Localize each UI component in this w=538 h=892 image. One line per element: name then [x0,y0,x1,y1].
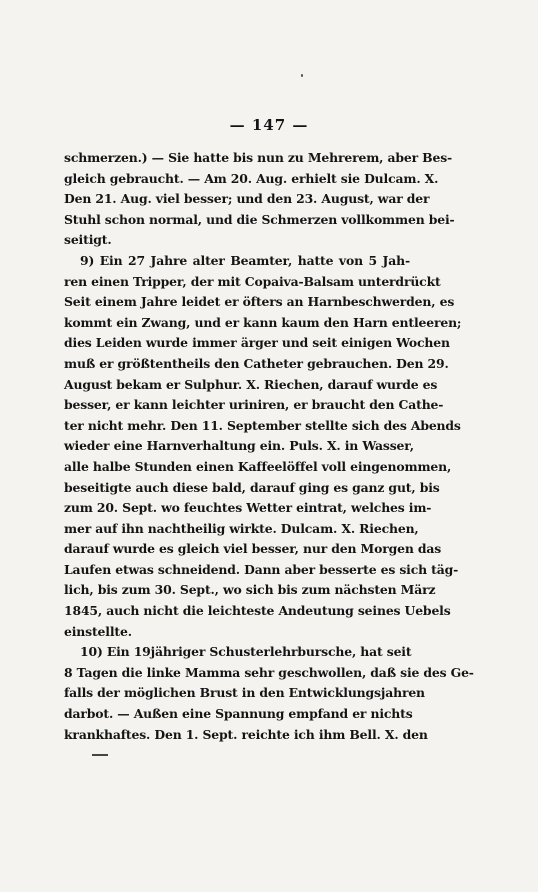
signature-mark [92,754,108,756]
text-line: darbot. — Außen eine Spannung empfand er nichts [64,706,413,722]
text-line: 1845, auch nicht die leichteste Andeutung seines Uebels [64,603,451,619]
text-line: dies Leiden wurde immer ärger und seit einigen Wochen [64,335,450,351]
text-line: August bekam er Sulphur. X. Riechen, darauf wurde es [64,376,438,392]
body-text [64,148,474,745]
text-line: ren einen Tripper, der mit Copaiva-Balsam unterdrückt [64,273,441,289]
text-line: einstellte. [64,623,132,639]
text-line: falls der möglichen Brust in den Entwicklungsjahren [64,685,425,701]
text-line: mer auf ihn nachtheilig wirkte. Dulcam. X. Riechen, [64,520,419,536]
text-line: muß er größtentheils den Catheter gebrauchen. Den 29. [64,355,449,371]
text-line: 8 Tagen die linke Mamma sehr geschwollen, daß sie des Ge- [64,664,474,680]
text-line: Seit einem Jahre leidet er öfters an Harnbeschwerden, es [64,294,455,310]
text-line: krankhaftes. Den 1. Sept. reichte ich ihm Bell. X. den [64,726,428,742]
text-line: besser, er kann leichter uriniren, er braucht den Cathe- [64,397,444,413]
text-line: wieder eine Harnverhaltung ein. Puls. X. in Wasser, [64,438,414,454]
text-line: kommt ein Zwang, und er kann kaum den Harn entleeren; [64,314,462,330]
text-line: zum 20. Sept. wo feuchtes Wetter eintrat, welches im- [64,500,432,516]
text-line: alle halbe Stunden einen Kaffeelöffel voll eingenommen, [64,458,452,474]
text-line: 10) Ein 19jähriger Schusterlehrbursche, hat seit [80,644,412,660]
text-line: lich, bis zum 30. Sept., wo sich bis zum nächsten März [64,582,436,598]
ink-speck [301,74,303,77]
text-line: 9) Ein 27 Jahre alter Beamter, hatte von 5 Jah- [80,252,410,268]
text-line: darauf wurde es gleich viel besser, nur den Morgen das [64,541,442,557]
text-line: seitigt. [64,232,112,248]
text-line: gleich gebraucht. — Am 20. Aug. erhielt sie Dulcam. X. [64,170,439,186]
text-line: beseitigte auch diese bald, darauf ging es ganz gut, bis [64,479,440,495]
text-line: Laufen etwas schneidend. Dann aber besserte es sich täg- [64,561,459,577]
text-line: ter nicht mehr. Den 11. September stellte sich des Abends [64,417,461,433]
text-line: schmerzen.) — Sie hatte bis nun zu Mehrerem, aber Bes- [64,150,453,165]
text-line: Den 21. Aug. viel besser; und den 23. August, war der [64,191,430,207]
text-line: Stuhl schon normal, und die Schmerzen vollkommen bei- [64,211,455,227]
page-number: — 147 — [229,116,309,134]
